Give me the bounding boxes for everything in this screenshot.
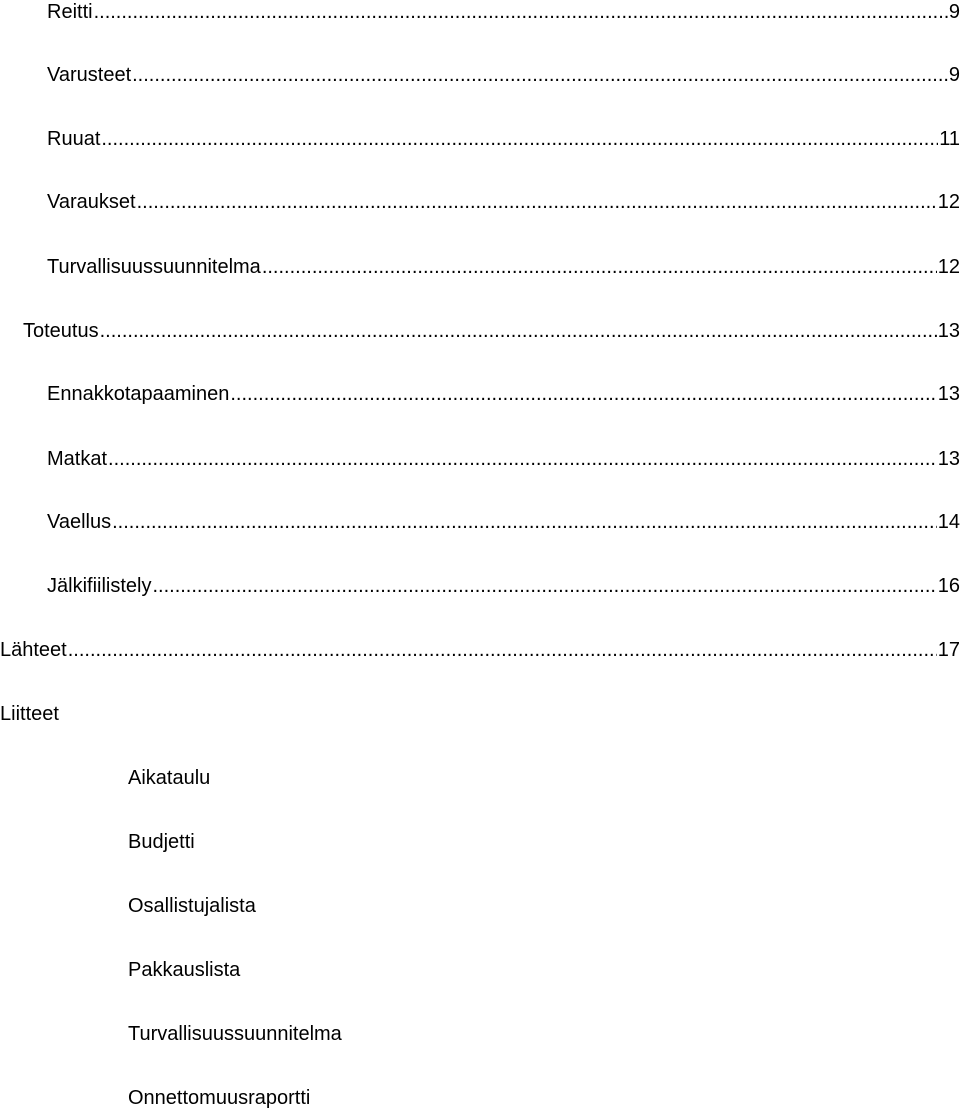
toc-dot-leader (152, 572, 936, 600)
toc-page-number: 14 (937, 511, 960, 533)
toc-page-number: 12 (937, 256, 960, 278)
toc-dot-leader (100, 317, 937, 345)
toc-entry-ruuat[interactable] (47, 125, 960, 153)
toc-entry-lahteet[interactable] (0, 636, 960, 664)
toc-page-number: 17 (937, 639, 960, 661)
toc-dot-leader (94, 0, 948, 26)
toc-page-number: 13 (937, 320, 960, 342)
toc-entry-title: Varaukset (47, 191, 136, 213)
toc-entry-title: Turvallisuussuunnitelma (47, 256, 261, 278)
toc-page-number: 9 (948, 64, 960, 86)
appendix-item-turvallisuussuunnitelma: Turvallisuussuunnitelma (128, 1023, 342, 1045)
toc-entry-title: Lähteet (0, 639, 67, 661)
appendix-item-aikataulu: Aikataulu (128, 767, 211, 789)
toc-entry-title: Toteutus (23, 320, 99, 342)
toc-entry-toteutus[interactable] (23, 317, 960, 345)
appendix-item-onnettomuusraportti: Onnettomuusraportti (128, 1087, 311, 1109)
toc-dot-leader (230, 380, 936, 408)
toc-page-number: 16 (937, 575, 960, 597)
toc-entry-title: Varusteet (47, 64, 132, 86)
toc-dot-leader (112, 508, 937, 536)
toc-page-number: 13 (937, 448, 960, 470)
toc-dot-leader (132, 61, 948, 89)
toc-entry-reitti[interactable] (47, 0, 960, 26)
toc-dot-leader (68, 636, 937, 664)
toc-entry-varaukset[interactable] (47, 188, 960, 216)
toc-page-number: 12 (937, 191, 960, 213)
toc-entry-varusteet[interactable] (47, 61, 960, 89)
toc-page-number: 9 (948, 1, 960, 23)
toc-entry-vaellus[interactable] (47, 508, 960, 536)
toc-page-number: 13 (937, 383, 960, 405)
toc-entry-matkat[interactable] (47, 445, 960, 473)
appendix-item-pakkauslista: Pakkauslista (128, 959, 241, 981)
toc-entry-title: Reitti (47, 1, 93, 23)
appendix-item-osallistujalista: Osallistujalista (128, 895, 256, 917)
toc-entry-title: Jälkifiilistely (47, 575, 152, 597)
toc-entry-ennakkotapaaminen[interactable] (47, 380, 960, 408)
toc-entry-turvallisuussuunnitelma[interactable] (47, 253, 960, 281)
appendix-heading: Liitteet (0, 703, 59, 725)
toc-entry-title: Ruuat (47, 128, 101, 150)
toc-entry-jalkifiilistely[interactable] (47, 572, 960, 600)
toc-dot-leader (101, 125, 938, 153)
toc-entry-title: Ennakkotapaaminen (47, 383, 230, 405)
toc-entry-title: Vaellus (47, 511, 112, 533)
toc-page-number: 11 (939, 128, 960, 150)
toc-entry-title: Matkat (47, 448, 108, 470)
appendix-item-budjetti: Budjetti (128, 831, 195, 853)
toc-dot-leader (262, 253, 937, 281)
toc-dot-leader (137, 188, 937, 216)
toc-dot-leader (108, 445, 937, 473)
